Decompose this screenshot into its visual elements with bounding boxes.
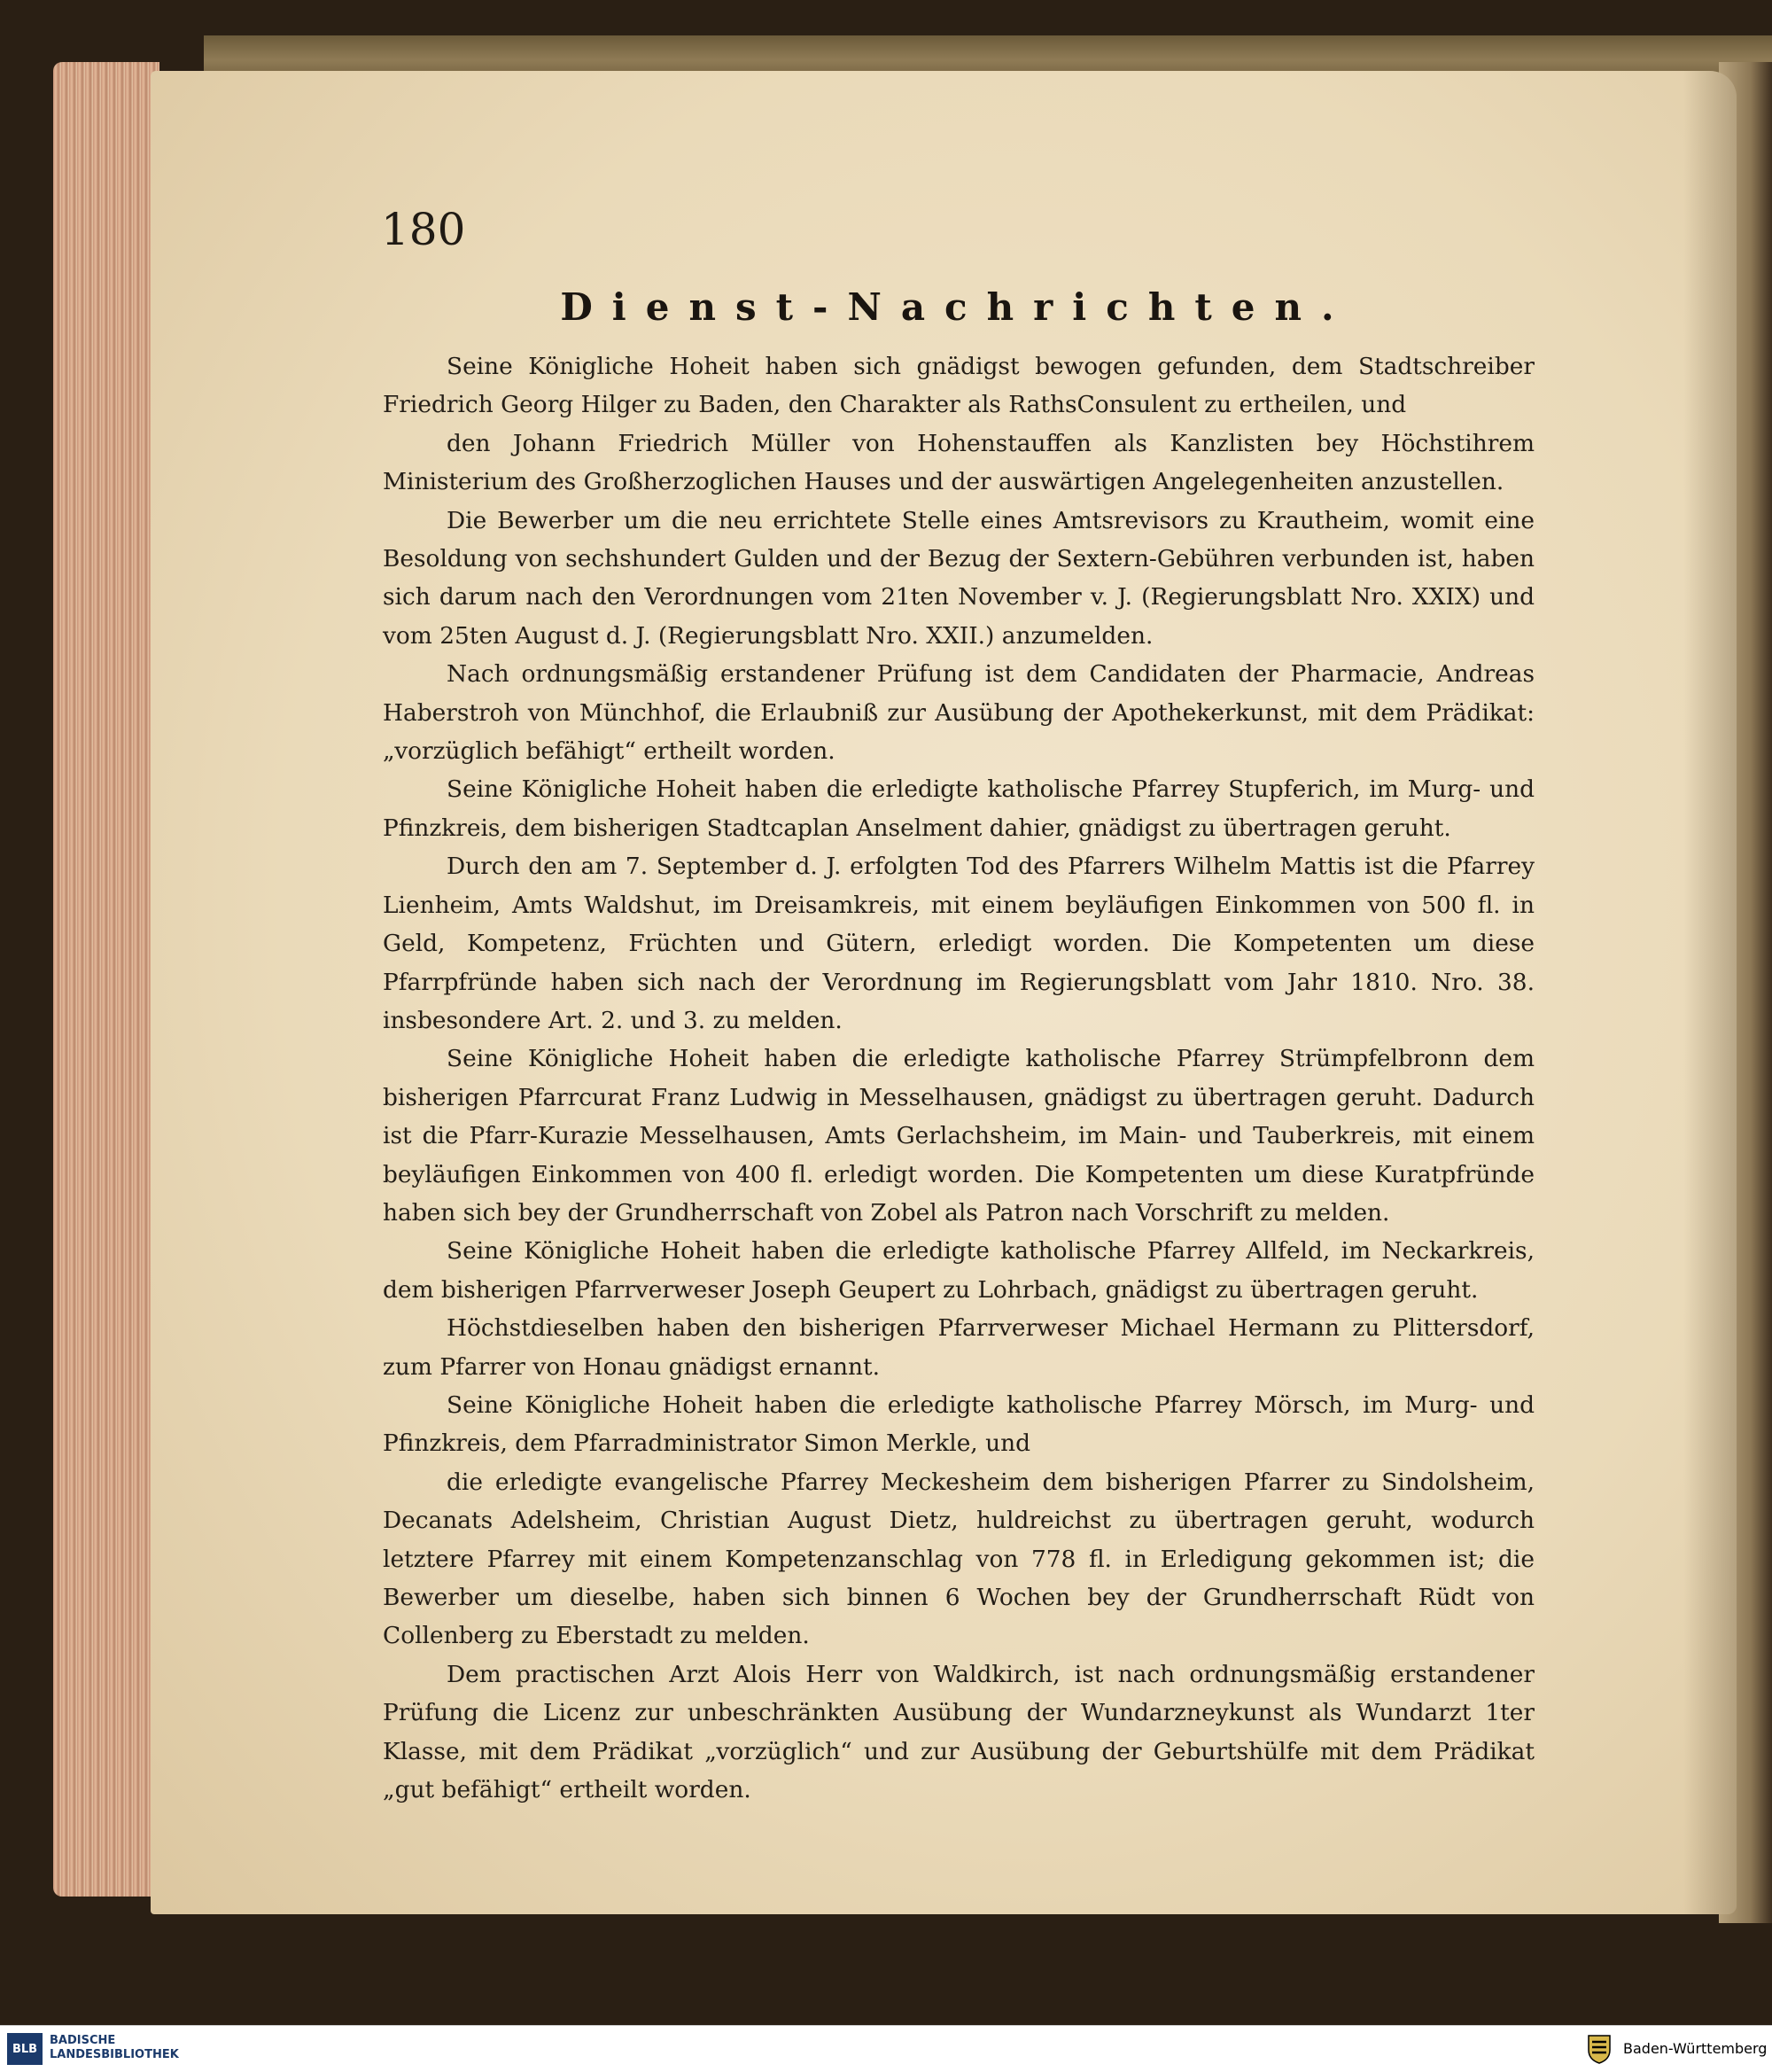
- paragraph: Seine Königliche Hoheit haben die erledigte katholische Pfarrey Mörsch, im Murg- und Pfinzkreis, dem Pfarradministrator Simon Merkle, und: [383, 1390, 1535, 1458]
- paragraph: Seine Königliche Hoheit haben die erledigte katholische Pfarrey Stupferich, im Murg- und Pfinzkreis, dem bisherigen Stadtcaplan Anselment dahier, gnädigst zu übertragen geruht.: [383, 775, 1535, 842]
- paragraph: Seine Königliche Hoheit haben sich gnädigst bewogen gefunden, dem Stadtschreiber Friedrich Georg Hilger zu Baden, den Charakter als RathsConsulent zu ertheilen, und: [383, 353, 1535, 419]
- section-heading: Dienst-Nachrichten.: [560, 285, 1354, 329]
- paragraph: die erledigte evangelische Pfarrey Meckesheim dem bisherigen Pfarrer zu Sindolsheim, Decanats Adelsheim, Christian August Dietz, huldreichst zu übertragen geruht, wodurch letztere Pfarrey mit einem Kompetenzanschlag von 778 fl. in Erledigung gekommen ist; die Bewerber um dieselbe, haben sich binnen 6 Wochen bey der Grundherrschaft Rüdt von Collenberg zu Eberstadt zu melden.: [383, 1468, 1535, 1650]
- blb-logo[interactable]: [7, 2033, 43, 2065]
- paragraph: Seine Königliche Hoheit haben die erledigte katholische Pfarrey Strümpfelbronn dem bisherigen Pfarrcurat Franz Ludwig in Messelhausen, gnädigst zu übertragen geruht. Dadurch ist die Pfarr-Kurazie Messelhausen, Amts Gerlachsheim, im Main- und Tauberkreis, mit einem beyläufigen Einkommen von 400 fl. erledigt worden. Die Kompetenten um diese Kuratpfründe haben sich bey der Grundherrschaft von Zobel als Patron nach Vorschrift zu melden.: [383, 1045, 1535, 1227]
- paragraph: Dem practischen Arzt Alois Herr von Waldkirch, ist nach ordnungsmäßig erstandener Prüfung die Licenz zur unbeschränkten Ausübung der Wundarzneykunst als Wundarzt 1ter Klasse, mit dem Prädikat „vorzüglich“ und zur Ausübung der Geburtshülfe mit dem Prädikat „gut befähigt“ ertheilt worden.: [383, 1660, 1535, 1804]
- page-shadow: [1683, 71, 1737, 1914]
- blb-logo-text: BLB: [12, 2042, 38, 2056]
- paragraph: Nach ordnungsmäßig erstandener Prüfung ist dem Candidaten der Pharmacie, Andreas Haberstroh von Münchhof, die Erlaubniß zur Ausübung der Apothekerkunst, mit dem Prädikat: „vorzüglich befähigt“ ertheilt worden.: [383, 660, 1535, 766]
- paragraph: Die Bewerber um die neu errichtete Stelle eines Amtsrevisors zu Krautheim, womit eine Besoldung von sechshundert Gulden und der Bezug der Sextern-Gebühren verbunden ist, haben sich darum nach den Verordnungen vom 21ten November v. J. (Regierungsblatt Nro. XXIX) und vom 25ten August d. J. (Regierungsblatt Nro. XXII.) anzumelden.: [383, 506, 1535, 650]
- state-coat-of-arms-icon: [1586, 2034, 1613, 2064]
- library-name[interactable]: [50, 2034, 179, 2062]
- page-edges: [53, 62, 159, 1897]
- article-body: [383, 347, 1535, 1809]
- library-name-line1: BADISCHE: [50, 2034, 116, 2047]
- footer-bar: [0, 2025, 1772, 2072]
- page-number: 180: [381, 204, 466, 255]
- paragraph: Durch den am 7. September d. J. erfolgten Tod des Pfarrers Wilhelm Mattis ist die Pfarrey Lienheim, Amts Waldshut, im Dreisamkreis, mit einem beyläufigen Einkommen von 500 fl. in Geld, Kompetenz, Früchten und Gütern, erledigt worden. Die Kompetenten um diese Pfarrpfründe haben sich nach der Verordnung im Regierungsblatt vom Jahr 1810. Nro. 38. insbesondere Art. 2. und 3. zu melden.: [383, 853, 1535, 1034]
- paragraph: Höchstdieselben haben den bisherigen Pfarrverweser Michael Hermann zu Plittersdorf, zum Pfarrer von Honau gnädigst ernannt.: [383, 1314, 1535, 1381]
- paragraph: den Johann Friedrich Müller von Hohenstauffen als Kanzlisten bey Höchstihrem Ministerium des Großherzoglichen Hauses und der auswärtigen Angelegenheiten anzustellen.: [383, 429, 1535, 496]
- state-name: Baden-Württemberg: [1623, 2040, 1768, 2057]
- library-name-line2: LANDESBIBLIOTHEK: [50, 2048, 179, 2061]
- paragraph: Seine Königliche Hoheit haben die erledigte katholische Pfarrey Allfeld, im Neckarkreis, dem bisherigen Pfarrverweser Joseph Geupert zu Lohrbach, gnädigst zu übertragen geruht.: [383, 1237, 1535, 1304]
